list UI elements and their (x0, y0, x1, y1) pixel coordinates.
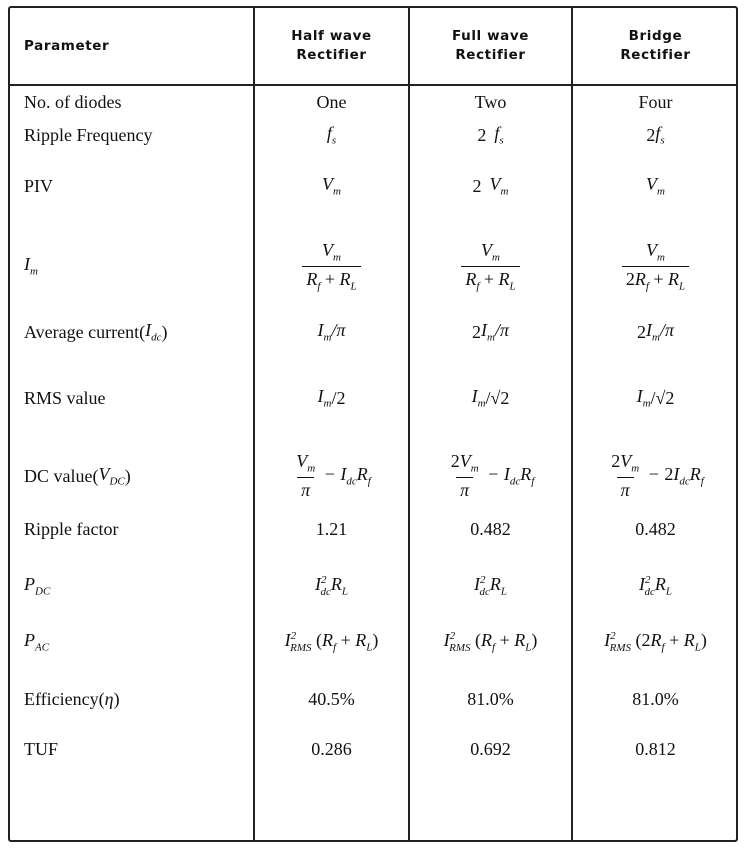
table-row (10, 444, 736, 508)
table-row (10, 88, 736, 116)
table-row (10, 234, 736, 298)
cell-half: 40.5% (308, 688, 355, 709)
cell-bridge: 0.812 (635, 738, 676, 759)
row-label-diodes: No. of diodes (24, 91, 122, 112)
cell-full: 0.692 (470, 738, 511, 759)
cell-bridge: Four (638, 91, 673, 112)
cell-bridge: $\frac{V_m}{2R_f + R_L}$ (573, 234, 738, 298)
table-row (10, 166, 736, 206)
table-row (10, 512, 736, 546)
cell-bridge: 2 $f_s$ (646, 123, 665, 147)
cell-half: 1.21 (315, 518, 348, 539)
cell-half: $I^2_{RMS}$ $(R_f + R_L)$ (284, 630, 379, 654)
cell-half: $I_m/\pi$ (317, 320, 346, 344)
row-label-tuf: TUF (24, 738, 59, 759)
cell-bridge: $I^2_{dc}R_L$ (638, 574, 672, 598)
row-label-im: $I_m$ (24, 254, 38, 278)
cell-full: $\frac{2V_m}{\pi}$ − $I_{dc}R_f$ (450, 451, 535, 500)
header-full-wave: Full wave Rectifier (451, 28, 530, 63)
table-row (10, 378, 736, 418)
row-label-average-current: Average current ( $I_{dc}$ ) (24, 320, 168, 344)
cell-full: Two (474, 91, 507, 112)
cell-full: $I^2_{RMS}$ $(R_f + R_L)$ (443, 630, 538, 654)
header-bridge: Bridge Rectifier (620, 28, 691, 63)
header-half-wave: Half wave Rectifier (291, 28, 372, 63)
cell-full: $\frac{V_m}{R_f + R_L}$ (410, 234, 571, 298)
cell-bridge: 81.0% (632, 688, 679, 709)
header-parameter: Parameter (24, 37, 110, 54)
cell-full: 2 $V_m$ (472, 174, 509, 198)
table-row (10, 680, 736, 718)
cell-half: $f_s$ (326, 123, 337, 147)
row-label-rms: RMS value (24, 387, 106, 408)
cell-full: $I_m$ /√2 (471, 386, 510, 410)
cell-half: $\frac{V_m}{R_f + R_L}$ (255, 234, 408, 298)
cell-bridge: $\frac{2V_m}{\pi}$ − $2I_{dc}R_f$ (611, 451, 704, 500)
row-label-ripple-frequency: Ripple Frequency (24, 124, 153, 145)
cell-half: 0.286 (311, 738, 352, 759)
row-label-efficiency: Efficiency ( η ) (24, 688, 120, 709)
row-label-pdc: $P_{DC}$ (24, 574, 51, 598)
cell-bridge: 2 $I_m/\pi$ (637, 320, 674, 344)
cell-bridge: $V_m$ (646, 174, 665, 198)
table-row (10, 118, 736, 152)
table-row (10, 312, 736, 352)
cell-full: 2 $f_s$ (477, 123, 504, 147)
row-label-pac: $P_{AC}$ (24, 630, 50, 654)
cell-half: $I_m$ /2 (317, 386, 346, 410)
row-label-piv: PIV (24, 175, 54, 196)
cell-bridge: $I_m$ /√2 (636, 386, 675, 410)
rectifier-comparison-table (8, 6, 738, 842)
cell-half: $V_m$ (322, 174, 341, 198)
cell-half: One (316, 91, 347, 112)
cell-full: 2 $I_m/\pi$ (472, 320, 509, 344)
cell-full: $I^2_{dc}R_L$ (473, 574, 507, 598)
cell-half: $I^2_{dc}R_L$ (314, 574, 348, 598)
table-row (10, 620, 736, 664)
header-divider (10, 84, 736, 86)
cell-full: 0.482 (470, 518, 511, 539)
cell-bridge: 0.482 (635, 518, 676, 539)
table-row (10, 732, 736, 766)
row-label-ripple-factor: Ripple factor (24, 518, 119, 539)
cell-full: 81.0% (467, 688, 514, 709)
row-label-dc-value: DC value ( $V_{DC}$ ) (24, 464, 131, 488)
cell-half: $\frac{V_m}{\pi}$ − $I_{dc}R_f$ (296, 451, 371, 500)
cell-bridge: $I^2_{RMS}$ $(2R_f + R_L)$ (604, 630, 707, 654)
table-row (10, 566, 736, 606)
